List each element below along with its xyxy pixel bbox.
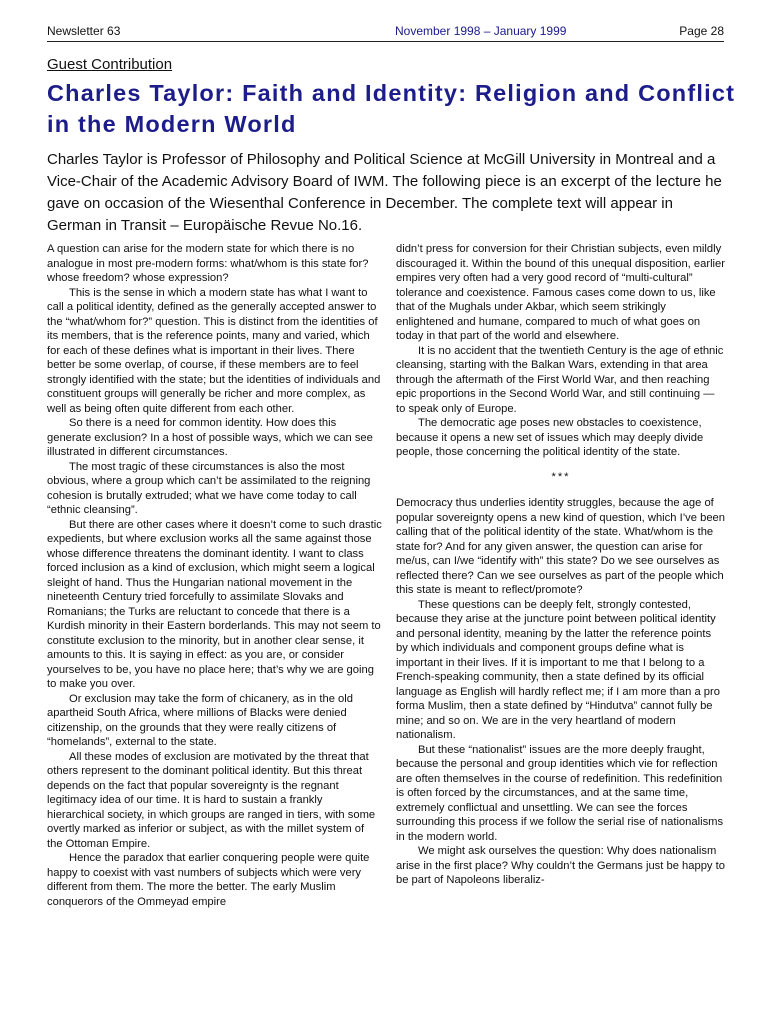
paragraph: The democratic age poses new obstacles to coexistence, because it opens a new set of issues which may deeply divide people, those concerning the political identity of the state. [396,417,704,458]
paragraph: We might ask ourselves the question: Why does nationalism arise in the first place? Why couldn’t the Germans just be happy to be part of Napoleons liberaliz- [396,845,725,886]
section-label: Guest Contribution [47,56,173,73]
paragraph: Democracy thus underlies identity struggles, because the age of popular sovereignty opens a new kind of question, which I’ve been calling that of the political identity of the state. What/whom is the state for? And for any given answer, the question can arise for me/us, can I/we “identify with” this state? Do we see ourselves as reflected there? Can we see ourselves as part of the people which this state is meant to reflect/promote? [396,497,725,596]
paragraph: Hence the paradox that earlier conquering people were quite happy to coexist with vast numbers of subjects which were very different from them. The more the better. The early Muslim conquerors of the Ommeyad empire [47,852,370,908]
paragraph: Or exclusion may take the form of chicanery, as in the old apartheid South Africa, where millions of Blacks were denied citizenship, on the grounds that they were really citizens of “homelands”, external to the state. [47,692,353,748]
article-intro: Charles Taylor is Professor of Philosophy and Political Science at McGill University in Montreal and a Vice-Chair of the Academic Advisory Board of IWM. The following piece is an excerpt of the lecture he gave on occasion of the Wiesenthal Conference in December. The complete text will appear in German in Transit – Europäische Revue No.16. [47,151,722,234]
paragraph: But these “nationalist” issues are the more deeply fraught, because the personal and group identities which vie for reflection are often themselves in the course of redefinition. This redefinition is often forced by the circumstances, and at the same time, extremely conflictual and unsettling. We can see the forces surrounding this process if we follow the serial rise of nationalisms in the modern world. [396,743,724,843]
paragraph: So there is a need for common identity. How does this generate exclusion? In a host of possible ways, which we can see illustrated in different circumstances. [47,417,373,458]
newsletter-number: Newsletter 63 [47,24,121,38]
paragraph: It is no accident that the twentieth Century is the age of ethnic cleansing, starting with the Balkan Wars, extending in that area through the aftermath of the First World War, and then reaching epic proportions in the Second World War, and still continuing — to speak only of Europe. [396,344,724,415]
paragraph: A question can arise for the modern state for which there is no analogue in most pre-modern forms: what/whom is this state for? whose freedom? whose expression? [47,243,369,284]
paragraph: But there are other cases where it doesn’t come to such drastic expedients, but where exclusion works all the same against those whose difference threatens the dominant identity. I want to class forced inclusion as a kind of exclusion, which might seem a logical sleight of hand. Thus the Hungarian national movement in the nineteenth Century tried forcefully to assimilate Slovaks and Romanians; the Turks are reluctant to concede that there is a Kurdish minority in their Eastern borderlands. This may not seem to constitute exclusion to the minority, but in another clear sense, it amounts to this. It is saying in effect: as you are, or consider yourselves to be, you have no place here; that’s why we are going to make you over. [47,518,382,690]
body-column-right [396,242,726,888]
article-title: Charles Taylor: Faith and Identity: Religion and Conflict in the Modern World [47,80,736,137]
paragraph: The most tragic of these circumstances is also the most obvious, where a group which can’t be assimilated to the reigning cohesion is brutally extruded; what we have come today to call “ethnic cleansing”. [47,460,371,516]
paragraph: These questions can be deeply felt, strongly contested, because they arise at the juncture point between political identity and personal identity, meaning by the latter the reference points by which individuals and component groups define what is important in their lives. If it is important to me that I belong to a French-speaking community, then a state defined by its official language as English will hardly reflect me; if I am more than a pro forma Muslim, then a state defined by “Hindutva” cannot fully be mine; and so on. We are in the very heartland of modern nationalism. [396,598,720,741]
paragraph: This is the sense in which a modern state has what I want to call a political identity, defined as the generally accepted answer to the “what/whom for?” question. This is distinct from the identities of its members, that is the reference points, many and varied, which for each of these defines what is important in their lives. There better be some overlap, of course, if these members are to feel strongly identified with the state; but the identities of individuals and constituent groups will generally be richer and more complex, as well as being often quite different from each other. [47,286,381,415]
section-separator: *** [551,470,571,483]
running-header [47,24,724,42]
paragraph: All these modes of exclusion are motivated by the threat that others represent to the dominant political identity. But this threat depends on the fact that popular sovereignty is the regnant legitimacy idea of our time. It is hard to sustain a frankly hierarchical society, in which groups are ranged in tiers, with some overtly marked as inferior or subject, as with the millet system of the Ottoman Empire. [47,750,376,850]
body-column-left [47,242,382,909]
issue-date: November 1998 – January 1999 [395,24,567,38]
paragraph: didn’t press for conversion for their Christian subjects, even mildly discouraged it. Within the bound of this unequal disposition, earlier empires very often had a very good record of “multi-cultural” tolerance and coexistence. Famous cases come down to us, like that of the Mughals under Akbar, which seem strikingly enlightened and humane, compared to much of what goes on today in that part of the world and elsewhere. [396,243,725,342]
page-number: Page 28 [679,24,724,38]
